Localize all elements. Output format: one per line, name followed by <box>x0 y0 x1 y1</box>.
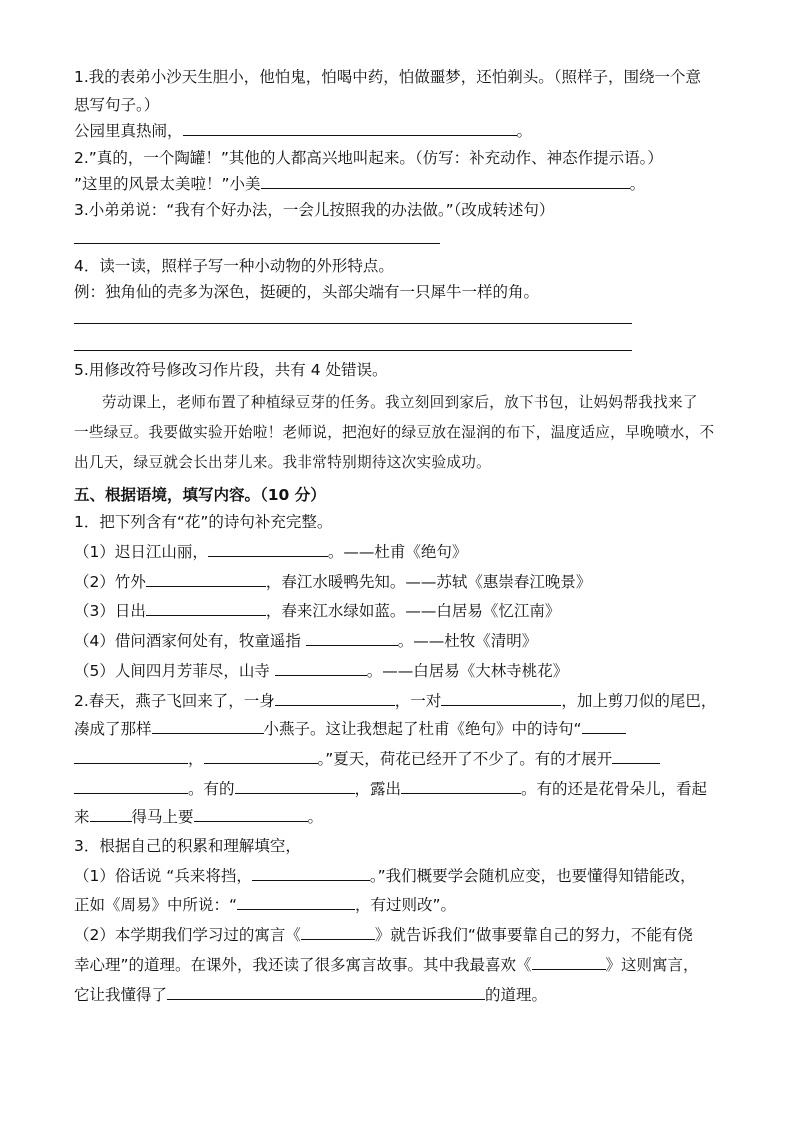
sub3-item1-line1 <box>74 865 724 887</box>
sub2-l4-c: 。有的还是花骨朵儿，看起 <box>521 780 708 798</box>
sub2-blank-5[interactable] <box>74 748 188 764</box>
poem-item-2 <box>74 571 724 593</box>
poem-3-blank[interactable] <box>146 600 266 616</box>
sub3-item2-line3 <box>74 984 724 1006</box>
poem-1-blank[interactable] <box>208 541 328 557</box>
q5-passage-line2: 一些绿豆。我要做实验开始啦！老师说，把泡好的绿豆放在湿润的布下，温度适应，早晚喷水，不 <box>74 424 715 441</box>
sub3-1-c: 正如《周易》中所说：“ <box>74 896 238 914</box>
section5-title: 五、根据语境，填写内容。（10 分） <box>74 486 326 504</box>
poem-4-blank[interactable] <box>306 630 398 646</box>
poem-item-1 <box>74 541 724 563</box>
sub2-l5-b: 得马上要 <box>131 808 194 826</box>
sub2-l3-b: 。”夏天，荷花已经开了不少了。有的才展开 <box>317 750 613 768</box>
q2-fill-prefix: ”这里的风景太美啦！”小美 <box>74 175 261 193</box>
sub3-2-f: 的道理。 <box>485 986 548 1004</box>
sub2-l1-c: ，加上剪刀似的尾巴， <box>561 692 717 710</box>
poem-3-text-a: （3）日出 <box>74 602 146 620</box>
sub2-blank-1[interactable] <box>275 690 395 706</box>
sub2-line-4 <box>74 778 724 800</box>
sub3-1-b: 。”我们概要学会随机应变，也要懂得知错能改， <box>369 867 696 885</box>
poem-1-text-a: （1）迟日江山丽， <box>74 543 208 561</box>
sub2-line-2 <box>74 718 724 740</box>
sub2-l4-b: ，露出 <box>354 780 402 798</box>
q2-prompt: 2.”真的，一个陶罐！”其他的人都高兴地叫起来。（仿写：补充动作、神态作提示语。） <box>74 149 663 167</box>
q5-prompt: 5.用修改符号修改习作片段，共有 4 处错误。 <box>74 361 388 379</box>
poem-1-text-b: 。——杜甫《绝句》 <box>327 543 468 561</box>
q3-prompt: 3.小弟弟说：“我有个好办法，一会儿按照我的办法做。”（改成转述句） <box>74 201 555 219</box>
q3-answer-rule[interactable] <box>74 243 440 244</box>
sub3-item2-line2 <box>74 954 724 976</box>
q1-fill-suffix: 。 <box>516 122 533 140</box>
poem-4-text-a: （4）借问酒家何处有，牧童遥指 <box>74 632 306 650</box>
q2-fill-suffix: 。 <box>629 175 646 193</box>
sub2-l4-a: 。有的 <box>188 780 235 798</box>
q1-fill-prefix: 公园里真热闹， <box>74 122 183 140</box>
poem-5-text-b: 。——白居易《大林寺桃花》 <box>366 662 569 680</box>
q4-example: 例：独角仙的壳多为深色，挺硬的，头部尖端有一只犀牛一样的角。 <box>74 283 540 301</box>
sub3-item2-line1 <box>74 924 724 946</box>
sub2-l3-a: ， <box>188 750 204 768</box>
q5-passage-line1: 劳动课上，老师布置了种植绿豆芽的任务。我立刻回到家后，放下书包，让妈妈帮我找来了 <box>102 394 698 411</box>
sub2-line-1 <box>74 690 724 712</box>
sub2-l1-b: ，一对 <box>394 692 442 710</box>
sub3-2-c: 幸心理”的道理。在课外，我还读了很多寓言故事。其中我最喜欢《 <box>74 956 532 974</box>
sub2-l2-a: 凑成了那样 <box>74 720 152 738</box>
q5-passage-line3: 出几天，绿豆就会长出芽儿来。我非常特别期待这次实验成功。 <box>74 454 492 471</box>
section5-sub1-title: 1．把下列含有“花”的诗句补充完整。 <box>74 513 333 531</box>
sub2-line-5 <box>74 806 724 828</box>
poem-item-3 <box>74 600 724 622</box>
sub2-blank-10[interactable] <box>401 778 521 794</box>
sub3-1-blank-1[interactable] <box>252 865 370 881</box>
sub2-l2-b: 小燕子。这让我想起了杜甫《绝句》中的诗句“ <box>263 720 582 738</box>
sub2-blank-11[interactable] <box>90 806 132 822</box>
poem-2-text-a: （2）竹外 <box>74 573 146 591</box>
sub2-line-3 <box>74 748 724 770</box>
poem-4-text-b: 。——杜牧《清明》 <box>397 632 538 650</box>
sub2-l1-a: 2.春天，燕子飞回来了，一身 <box>74 692 275 710</box>
q2-answer-blank[interactable] <box>261 173 630 189</box>
sub3-1-a: （1）俗话说 “兵来将挡， <box>74 867 252 885</box>
sub2-blank-6[interactable] <box>204 748 318 764</box>
sub2-blank-12[interactable] <box>194 806 308 822</box>
sub3-2-blank-3[interactable] <box>167 984 485 1000</box>
q4-prompt: 4．读一读，照样子写一种小动物的外形特点。 <box>74 257 394 275</box>
q4-answer-rule-2[interactable] <box>74 350 632 351</box>
poem-2-text-b: ，春江水暖鸭先知。——苏轼《惠崇春江晚景》 <box>265 573 592 591</box>
sub3-2-blank-2[interactable] <box>532 954 606 970</box>
q1-fill-line <box>74 120 724 142</box>
poem-5-text-a: （5）人间四月芳菲尽，山寺 <box>74 662 275 680</box>
sub2-blank-4[interactable] <box>582 718 626 734</box>
sub3-1-blank-2[interactable] <box>237 894 355 910</box>
sub3-2-a: （2）本学期我们学习过的寓言《 <box>74 926 301 944</box>
poem-3-text-b: ，春来江水绿如蓝。——白居易《忆江南》 <box>265 602 561 620</box>
sub3-item1-line2 <box>74 894 724 916</box>
sub2-l5-c: 。 <box>307 808 324 826</box>
q4-answer-rule-1[interactable] <box>74 323 632 324</box>
poem-item-5 <box>74 660 724 682</box>
poem-5-blank[interactable] <box>275 660 367 676</box>
sub2-blank-7[interactable] <box>612 748 660 764</box>
sub2-blank-3[interactable] <box>152 718 264 734</box>
sub2-blank-9[interactable] <box>235 778 355 794</box>
sub3-2-e: 它让我懂得了 <box>74 986 168 1004</box>
q2-fill-line <box>74 173 724 195</box>
sub2-l5-a: 来 <box>74 808 90 826</box>
q1-answer-blank[interactable] <box>183 120 517 136</box>
q1-prompt-line1: 1.我的表弟小沙天生胆小，他怕鬼，怕喝中药，怕做噩梦，还怕剃头。（照样子，围绕一个意 <box>74 68 702 86</box>
sub3-title: 3．根据自己的积累和理解填空， <box>74 837 301 855</box>
poem-item-4 <box>74 630 724 652</box>
sub2-blank-2[interactable] <box>441 690 561 706</box>
sub3-1-d: ，有过则改”。 <box>355 896 457 914</box>
poem-2-blank[interactable] <box>146 571 266 587</box>
sub3-2-d: 》这则寓言， <box>605 956 699 974</box>
q1-prompt-line2: 思写句子。） <box>74 96 160 114</box>
sub2-blank-8[interactable] <box>74 778 188 794</box>
sub3-2-b: 》就告诉我们“做事要靠自己的努力，不能有侥 <box>374 926 693 944</box>
sub3-2-blank-1[interactable] <box>301 924 375 940</box>
